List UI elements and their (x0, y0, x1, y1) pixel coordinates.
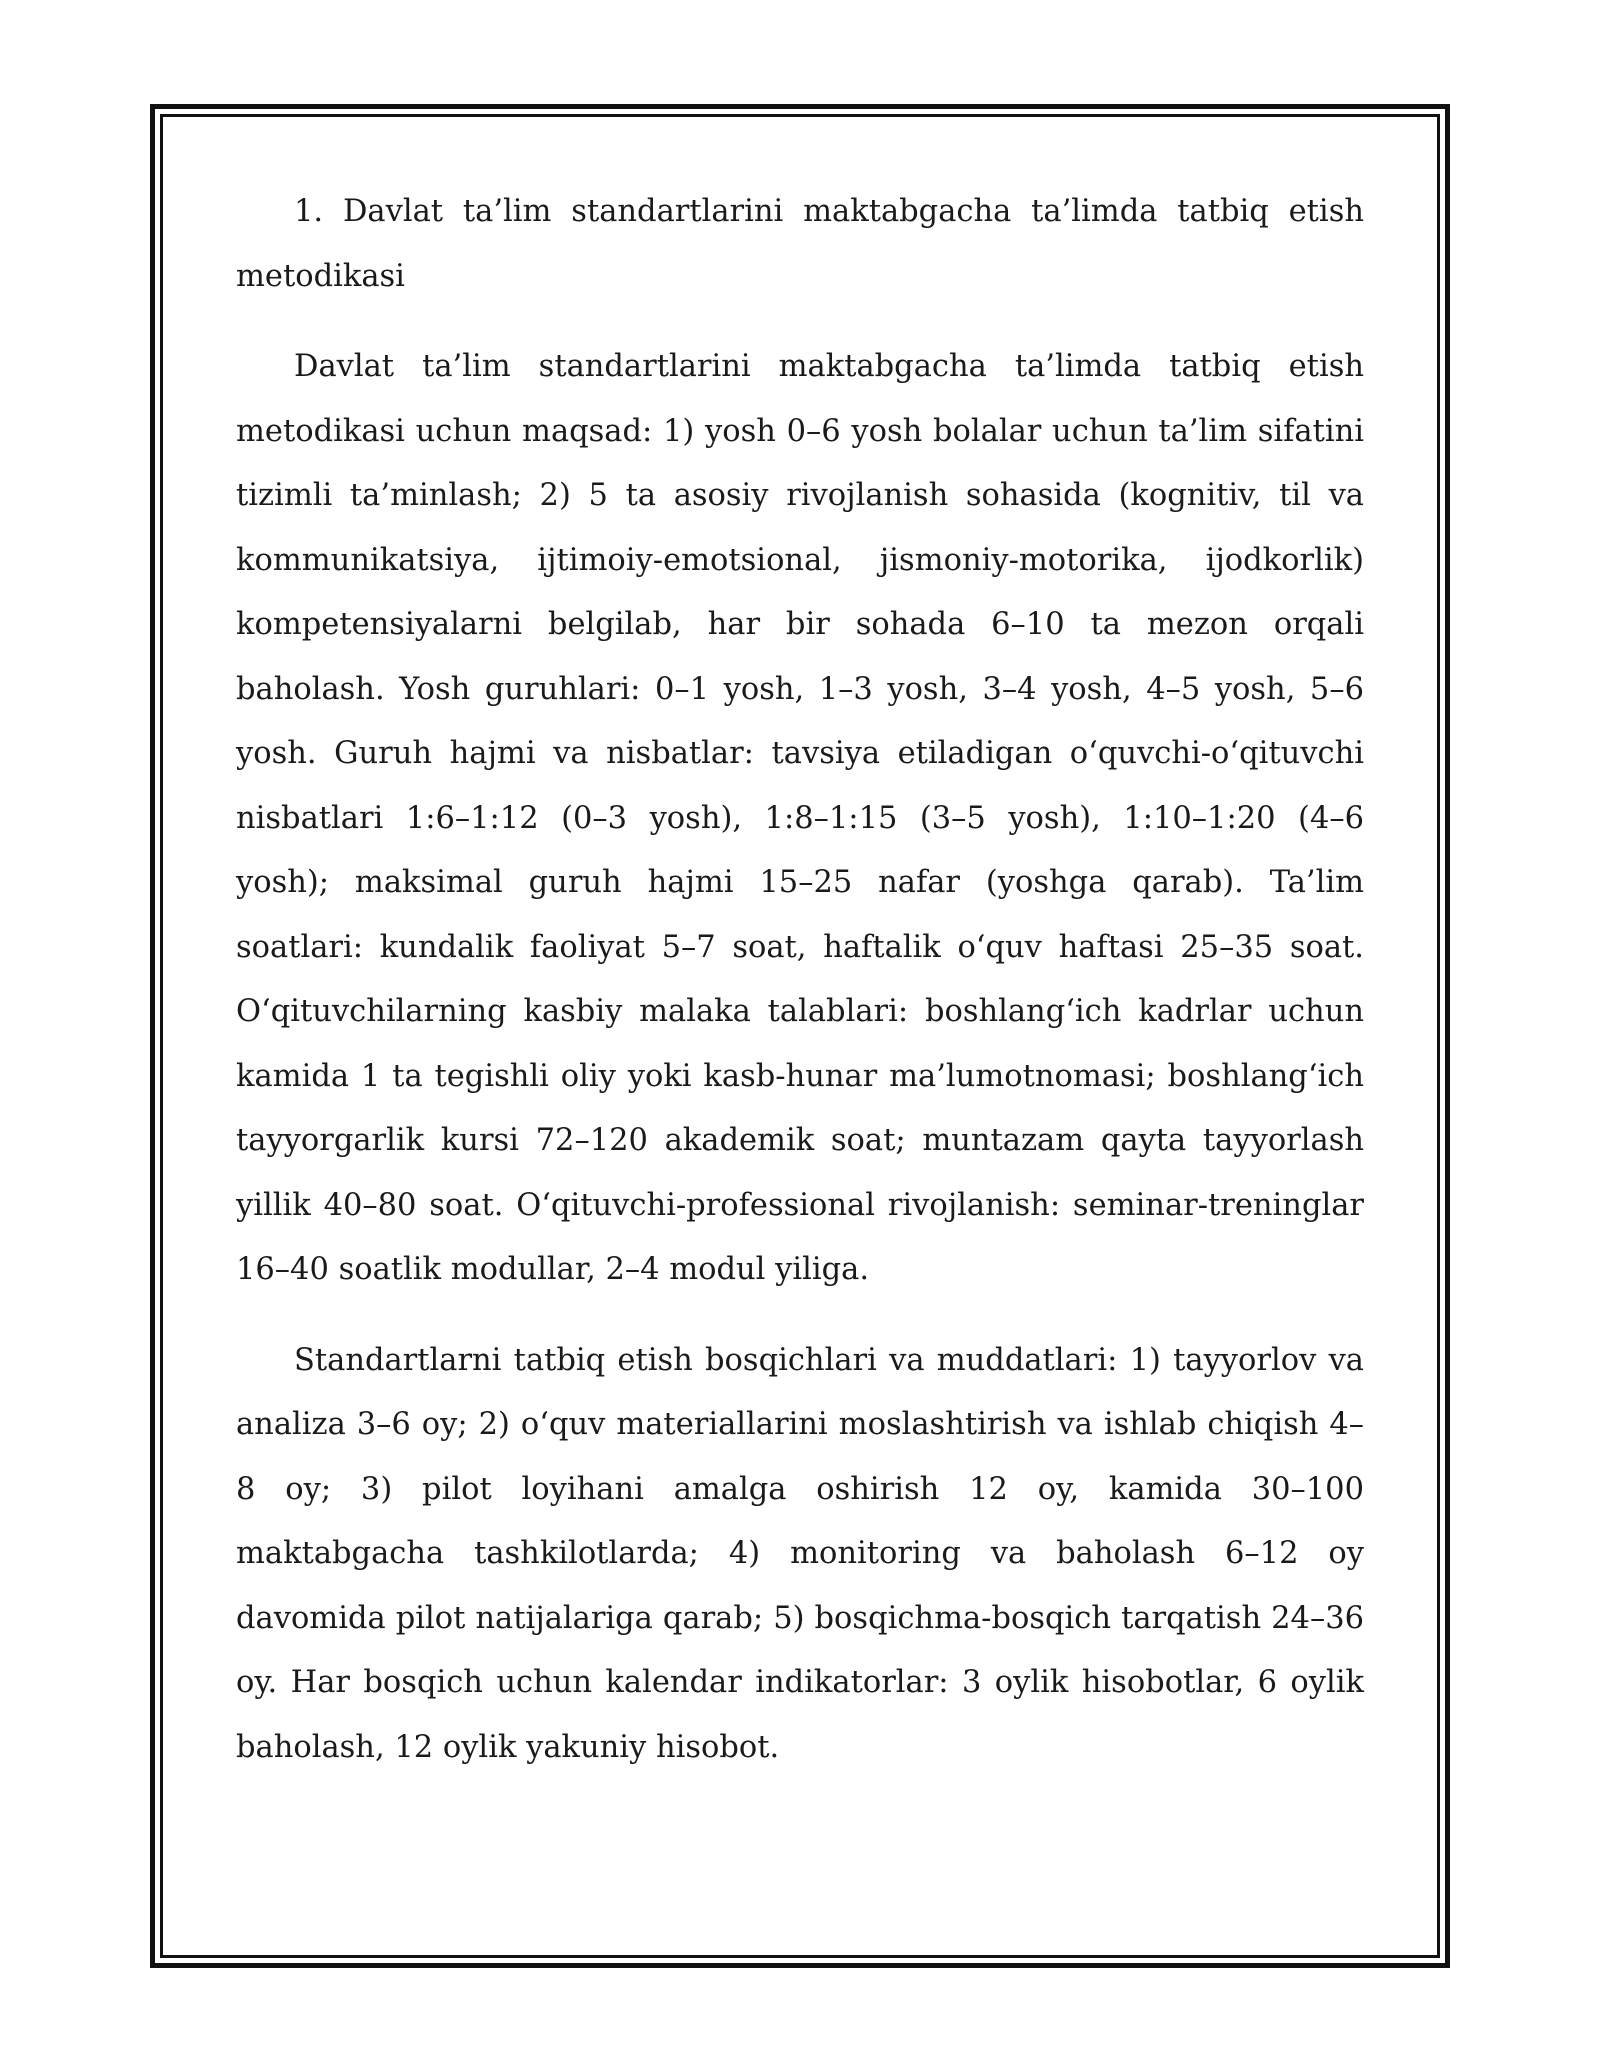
paragraph-stages: Standartlarni tatbiq etish bosqichlari va muddatlari: 1) tayyorlov va analiza 3–6 oy; 2) o‘quv materiallarini moslashtirish va ishlab chiqish 4–8 oy; 3) pilot loyihani amalga oshirish 12 oy, kamida 30–100 maktabgacha tashkilotlarda; 4) monitoring va baholash 6–12 oy davomida pilot natijalariga qarab; 5) bosqichma-bosqich tarqatish 24–36 oy. Har bosqich uchun kalendar indikatorlar: 3 oylik hisobotlar, 6 oylik baholash, 12 oylik yakuniy hisobot. (236, 1342, 1364, 1765)
document-body (236, 180, 1364, 1806)
section-heading: 1. Davlat ta’lim standartlarini maktabgacha ta’limda tatbiq etish metodikasi (236, 194, 1364, 294)
paragraph-goals: Davlat ta’lim standartlarini maktabgacha ta’limda tatbiq etish metodikasi uchun maqsad: 1) yosh 0–6 yosh bolalar uchun ta’lim sifatini tizimli ta’minlash; 2) 5 ta asosiy rivojlanish sohasida (kognitiv, til va kommunikatsiya, ijtimoiy-emotsional, jismoniy-motorika, ijodkorlik) kompetensiyalarni belgilab, har bir sohada 6–10 ta mezon orqali baholash. Yosh guruhlari: 0–1 yosh, 1–3 yosh, 3–4 yosh, 4–5 yosh, 5–6 yosh. Guruh hajmi va nisbatlar: tavsiya etiladigan o‘quvchi-o‘qituvchi nisbatlari 1:6–1:12 (0–3 yosh), 1:8–1:15 (3–5 yosh), 1:10–1:20 (4–6 yosh); maksimal guruh hajmi 15–25 nafar (yoshga qarab). Ta’lim soatlari: kundalik faoliyat 5–7 soat, haftalik o‘quv haftasi 25–35 soat. O‘qituvchilarning kasbiy malaka talablari: boshlang‘ich kadrlar uchun kamida 1 ta tegishli oliy yoki kasb-hunar ma’lumotnomasi; boshlang‘ich tayyorgarlik kursi 72–120 akademik soat; muntazam qayta tayyorlash yillik 40–80 soat. O‘qituvchi-professional rivojlanish: seminar-treninglar 16–40 soatlik modullar, 2–4 modul yiliga. (236, 349, 1364, 1287)
